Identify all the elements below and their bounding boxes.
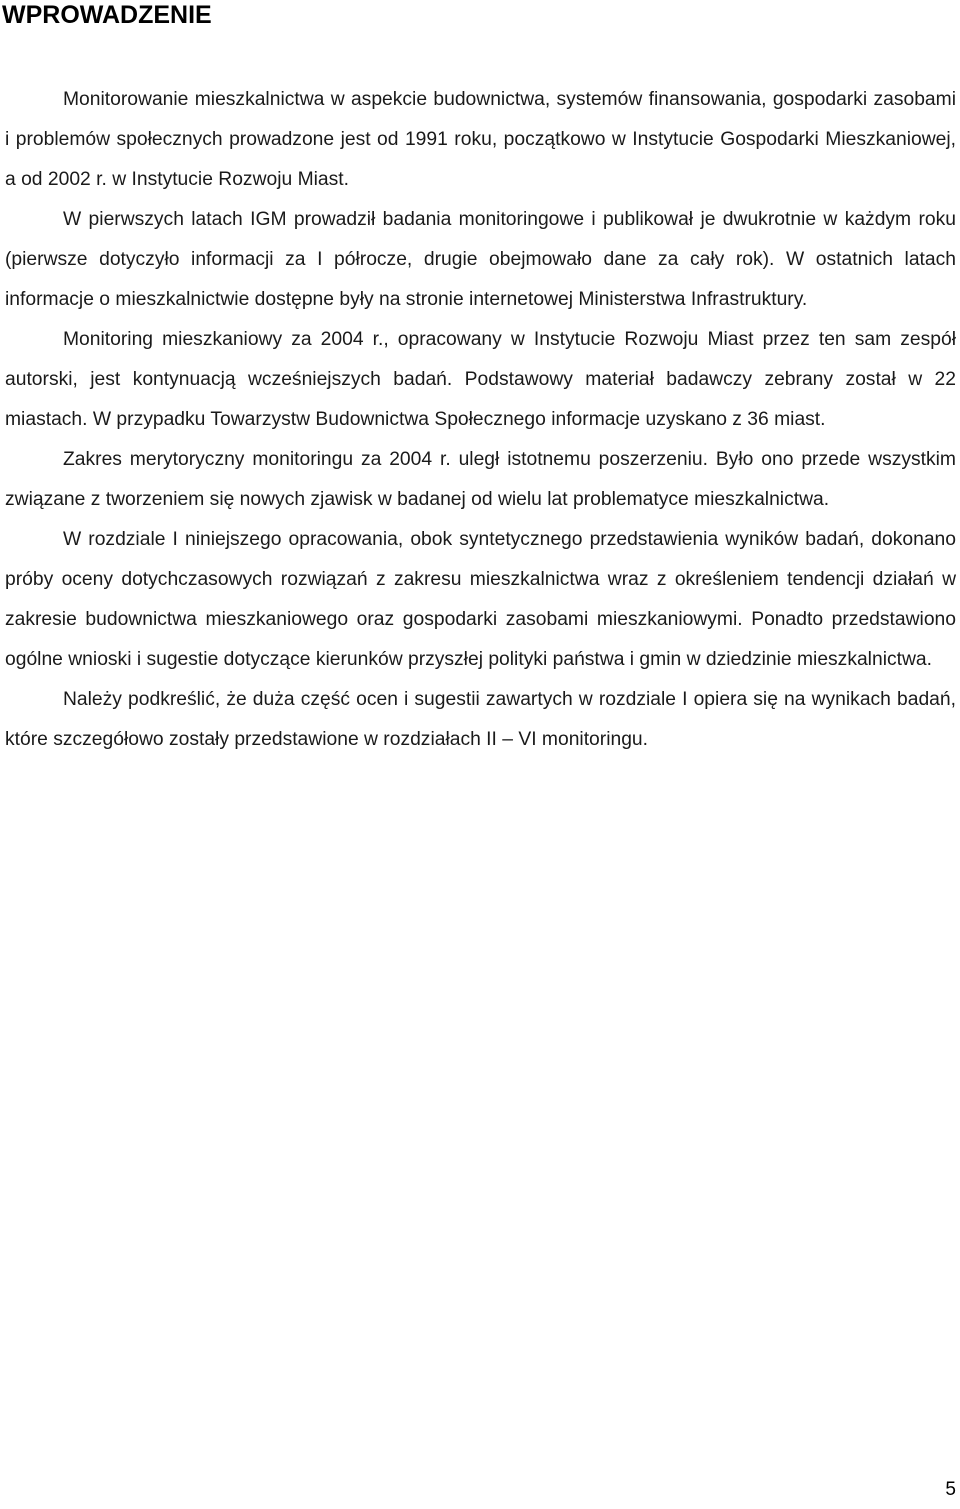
body-text bbox=[5, 80, 956, 760]
paragraph-2: W pierwszych latach IGM prowadził badania monitoringowe i publikował je dwukrotnie w każdym roku (pierwsze dotyczyło informacji za I półrocze, drugie obejmowało dane za cały rok). W ostatnich latach informacje o mieszkalnictwie dostępne były na stronie internetowej Ministerstwa Infrastruktury. bbox=[5, 209, 956, 310]
paragraph-6: Należy podkreślić, że duża część ocen i sugestii zawartych w rozdziale I opiera się na wynikach badań, które szczegółowo zostały przedstawione w rozdziałach II – VI monitoringu. bbox=[5, 689, 956, 750]
paragraph-4: Zakres merytoryczny monitoringu za 2004 r. uległ istotnemu poszerzeniu. Było ono przede wszystkim związane z tworzeniem się nowych zjawisk w badanej od wielu lat problematyce mieszkalnictwa. bbox=[5, 449, 956, 510]
page-number: 5 bbox=[945, 1479, 956, 1500]
paragraph-3: Monitoring mieszkaniowy za 2004 r., opracowany w Instytucie Rozwoju Miast przez ten sam zespół autorski, jest kontynuacją wcześniejszych badań. Podstawowy materiał badawczy zebrany został w 22 miastach. W przypadku Towarzystw Budownictwa Społecznego informacje uzyskano z 36 miast. bbox=[5, 329, 956, 430]
page-heading: WPROWADZENIE bbox=[2, 1, 212, 29]
paragraph-5: W rozdziale I niniejszego opracowania, obok syntetycznego przedstawienia wyników badań, dokonano próby oceny dotychczasowych rozwiązań z zakresu mieszkalnictwa wraz z określeniem tendencji działań w zakresie budownictwa mieszkaniowego oraz gospodarki zasobami mieszkaniowymi. Ponadto przedstawiono ogólne wnioski i sugestie dotyczące kierunków przyszłej polityki państwa i gmin w dziedzinie mieszkalnictwa. bbox=[5, 529, 956, 670]
paragraph-1: Monitorowanie mieszkalnictwa w aspekcie budownictwa, systemów finansowania, gospodarki zasobami i problemów społecznych prowadzone jest od 1991 roku, początkowo w Instytucie Gospodarki Mieszkaniowej, a od 2002 r. w Instytucie Rozwoju Miast. bbox=[5, 89, 956, 190]
